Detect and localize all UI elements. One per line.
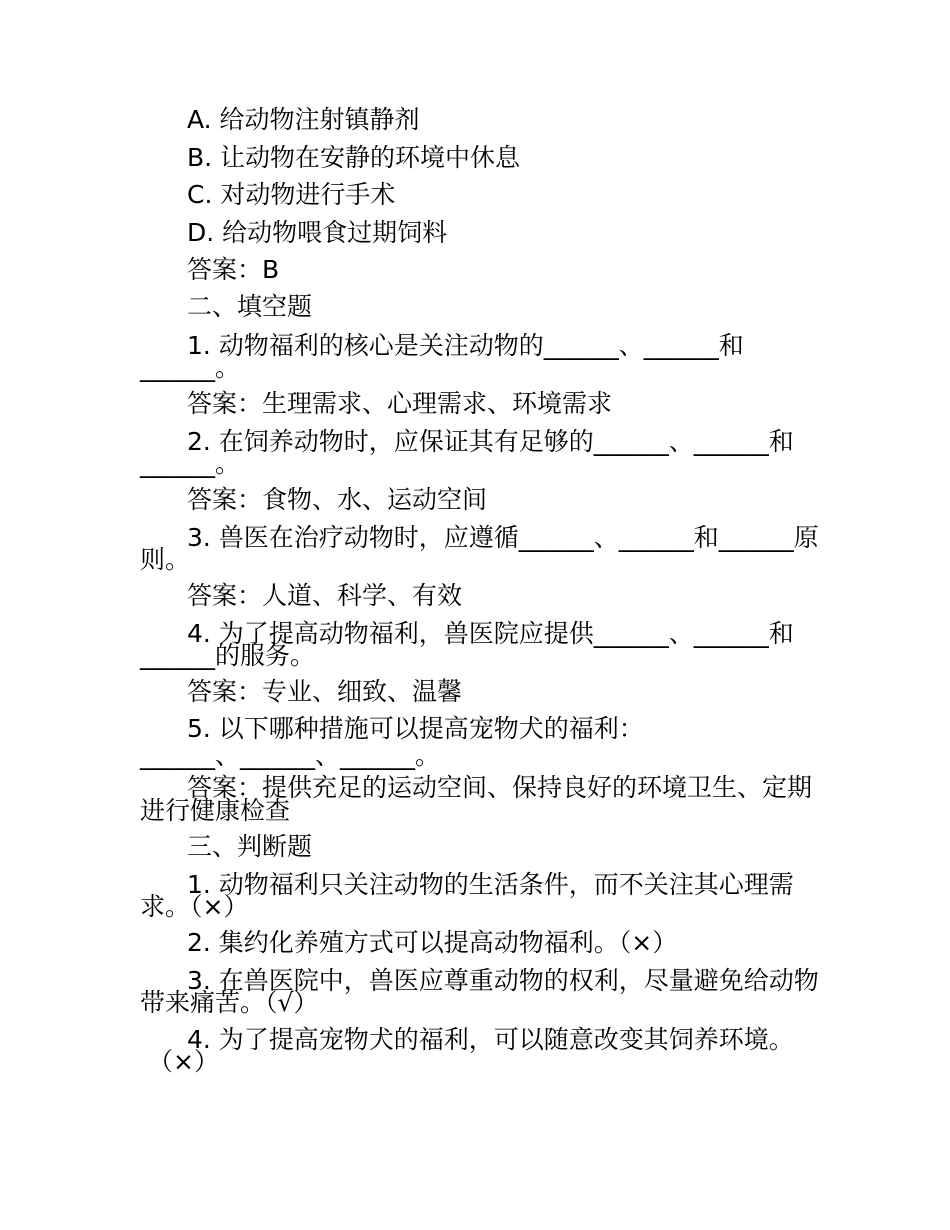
option-c: C. 对动物进行手术 [187, 180, 396, 209]
question-text-continued: ______、______、______。 [140, 741, 441, 770]
statement-text-continued: （×） [148, 1047, 219, 1076]
section-heading: 二、填空题 [187, 292, 313, 321]
option-d: D. 给动物喂食过期饲料 [187, 218, 448, 247]
statement-text: 2. 集约化养殖方式可以提高动物福利。（×） [187, 928, 678, 957]
answer-text: 答案：人道、科学、有效 [187, 581, 463, 610]
answer-text: 答案：提供充足的运动空间、保持良好的环境卫生、定期 [187, 773, 813, 802]
answer-text-continued: 进行健康检查 [140, 796, 291, 825]
statement-text-continued: 带来痛苦。（√） [140, 988, 319, 1017]
statement-text-continued: 求。（×） [140, 892, 249, 921]
question-text-continued: 则。 [140, 545, 191, 574]
question-text: 5. 以下哪种措施可以提高宠物犬的福利： [187, 714, 644, 743]
question-text: 3. 兽医在治疗动物时，应遵循______、______和______原 [187, 523, 819, 552]
section-heading: 三、判断题 [187, 832, 313, 861]
answer-text: 答案：食物、水、运动空间 [187, 485, 488, 514]
question-text-continued: ______。 [140, 353, 241, 382]
question-text: 1. 动物福利的核心是关注动物的______、______和 [187, 331, 744, 360]
statement-text: 3. 在兽医院中，兽医应尊重动物的权利，尽量避免给动物 [187, 966, 819, 995]
question-text-continued: ______。 [140, 449, 241, 478]
answer-text: 答案：B [187, 255, 280, 284]
statement-text: 4. 为了提高宠物犬的福利，可以随意改变其饲养环境。 [187, 1025, 794, 1054]
answer-text: 答案：专业、细致、温馨 [187, 677, 463, 706]
question-text: 4. 为了提高动物福利，兽医院应提供______、______和 [187, 619, 794, 648]
answer-text: 答案：生理需求、心理需求、环境需求 [187, 389, 613, 418]
question-text-continued: ______的服务。 [140, 641, 316, 670]
statement-text: 1. 动物福利只关注动物的生活条件，而不关注其心理需 [187, 870, 794, 899]
question-text: 2. 在饲养动物时，应保证其有足够的______、______和 [187, 427, 794, 456]
option-a: A. 给动物注射镇静剂 [187, 105, 420, 134]
option-b: B. 让动物在安静的环境中休息 [187, 143, 521, 172]
